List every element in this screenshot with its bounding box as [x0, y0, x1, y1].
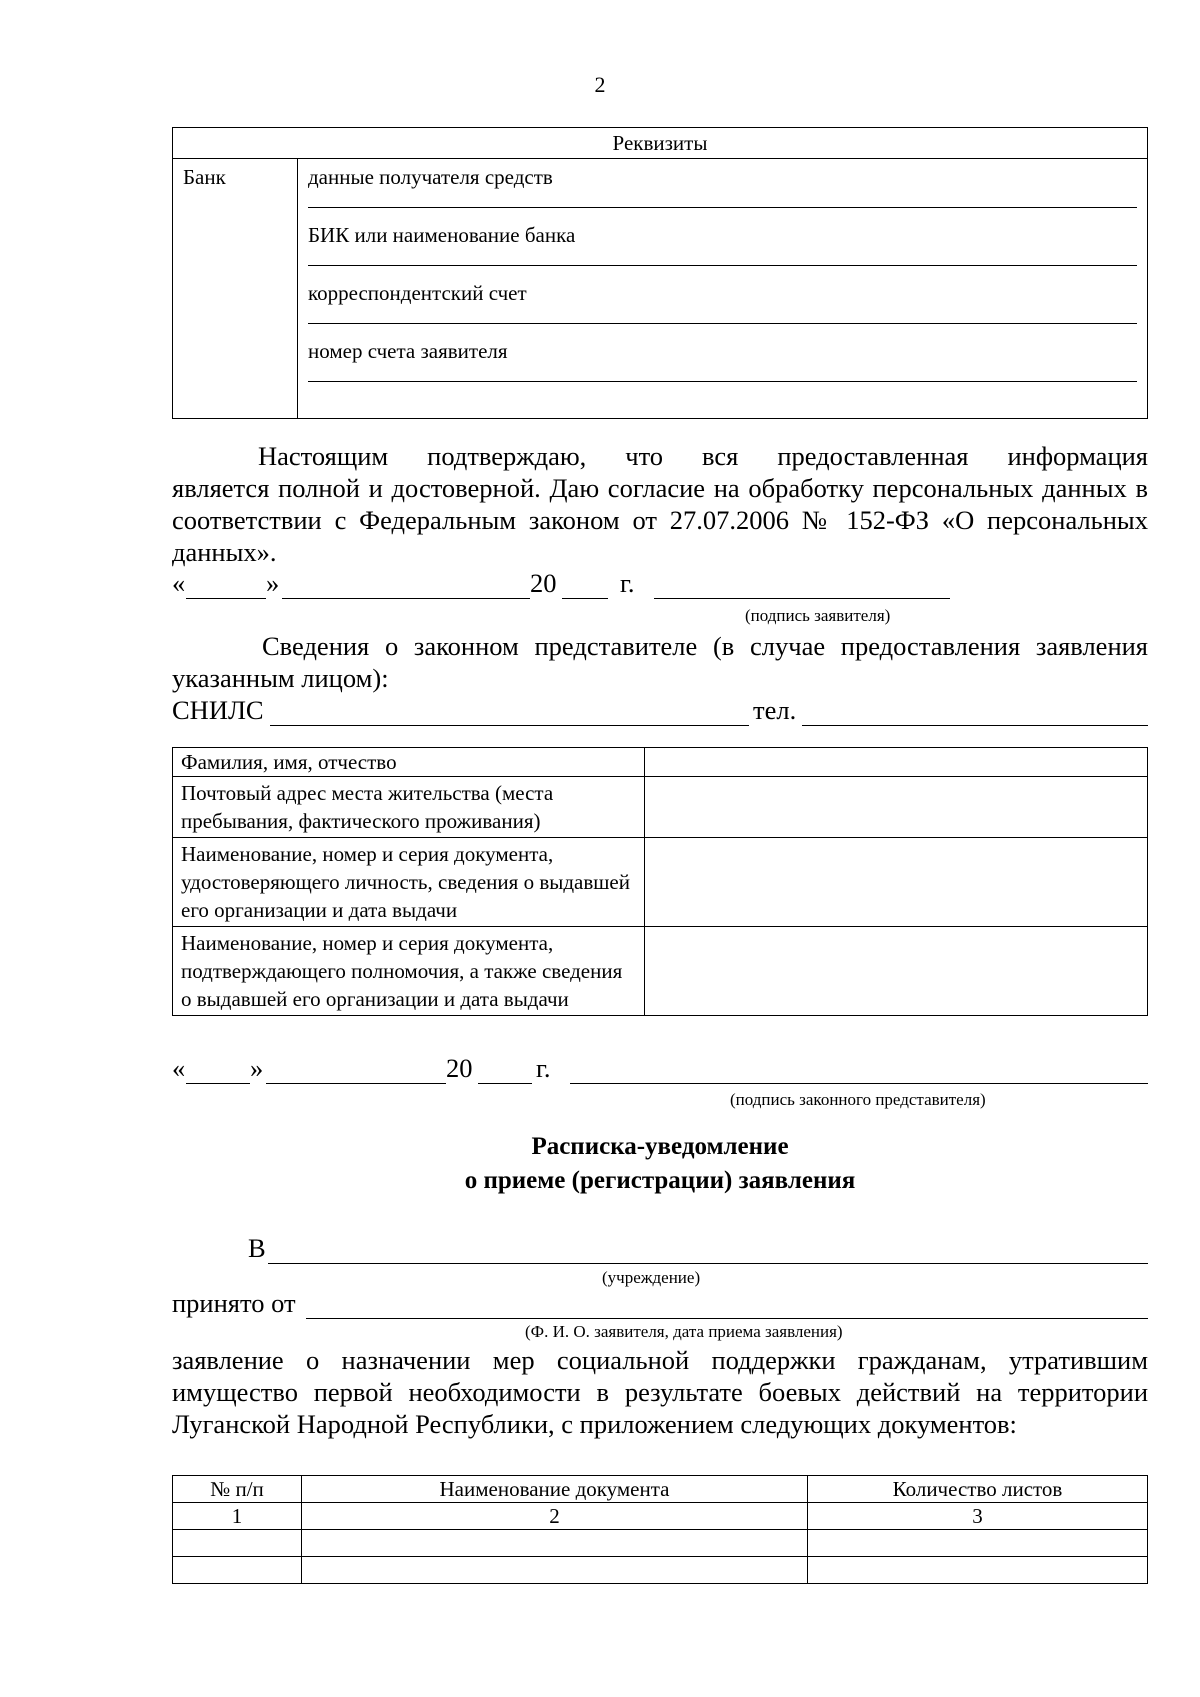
receipt-title-line2: о приеме (регистрации) заявления: [464, 1167, 856, 1194]
row-value-cell[interactable]: [645, 748, 1148, 777]
institution-caption: (учреждение): [602, 1268, 701, 1287]
bank-label: Банк: [173, 159, 298, 419]
documents-table: [172, 1475, 1148, 1584]
fill-line: [308, 381, 1137, 382]
table-cell[interactable]: [173, 1530, 302, 1557]
column-number: 1: [173, 1503, 302, 1530]
applicant-input-line[interactable]: [306, 1318, 1148, 1319]
applicant-date-line: « » 20 г.: [172, 568, 1002, 602]
table-row: [173, 927, 1148, 1016]
year-blank[interactable]: [562, 598, 608, 599]
row-label: Фамилия, имя, отчество: [173, 748, 645, 777]
recipient-data-field[interactable]: [308, 159, 1137, 217]
table-cell[interactable]: [302, 1530, 808, 1557]
row-label: Почтовый адрес места жительства (места пребывания, фактического проживания): [173, 777, 645, 838]
applicant-signature-caption: (подпись заявителя): [745, 606, 891, 625]
table-header-row: [173, 1476, 1148, 1503]
representative-signature-caption: (подпись законного представителя): [730, 1090, 986, 1109]
applicant-signature-line[interactable]: [654, 598, 950, 599]
column-number: 3: [808, 1503, 1148, 1530]
institution-line: [248, 1233, 1148, 1267]
table-row: [173, 1503, 1148, 1530]
correspondent-account-field[interactable]: [308, 275, 1137, 333]
applicant-caption: (Ф. И. О. заявителя, дата приема заявления): [525, 1322, 843, 1341]
column-header: Количество листов: [808, 1476, 1148, 1503]
field-label: данные получателя средств: [308, 165, 553, 189]
table-cell[interactable]: [302, 1557, 808, 1584]
in-label: В: [248, 1233, 266, 1263]
representative-intro-rest: указанным лицом):: [172, 663, 389, 693]
confirmation-text: является полной и достоверной. Даю согласие на обработку персональных данных в соответствии с Федеральным законом от 27.07.2006 № 152-ФЗ «О персональных данных».: [172, 473, 1148, 567]
row-value-cell[interactable]: [645, 777, 1148, 838]
column-header: Наименование документа: [302, 1476, 808, 1503]
table-row: [173, 838, 1148, 927]
requisites-table: [172, 127, 1148, 419]
year-blank[interactable]: [478, 1083, 532, 1084]
institution-input-line[interactable]: [268, 1263, 1148, 1264]
table-row: [173, 777, 1148, 838]
day-blank[interactable]: [186, 598, 266, 599]
fill-line: [308, 207, 1137, 208]
representative-signature-line[interactable]: [570, 1083, 1148, 1084]
month-blank[interactable]: [266, 1083, 446, 1084]
column-number: 2: [302, 1503, 808, 1530]
snils-phone-line: [172, 695, 1148, 729]
field-label: корреспондентский счет: [308, 281, 527, 305]
table-row: [173, 748, 1148, 777]
page-number: 2: [594, 72, 606, 97]
requisites-header: Реквизиты: [173, 128, 1148, 159]
table-cell[interactable]: [173, 1557, 302, 1584]
phone-input-line[interactable]: [802, 725, 1148, 726]
table-row: [173, 1530, 1148, 1557]
fill-line: [308, 323, 1137, 324]
row-value-cell[interactable]: [645, 838, 1148, 927]
applicant-account-field[interactable]: [308, 333, 1137, 391]
month-blank[interactable]: [282, 598, 530, 599]
received-from-label: принято от: [172, 1288, 296, 1318]
column-header: № п/п: [173, 1476, 302, 1503]
field-label: БИК или наименование банка: [308, 223, 576, 247]
row-label: Наименование, номер и серия документа, подтверждающего полномочия, а также сведения о выдавшей его организации и дата выдачи: [173, 927, 645, 1016]
received-from-line: [172, 1288, 1148, 1322]
phone-label: тел.: [753, 695, 797, 725]
bank-fields: [298, 159, 1148, 419]
field-label: номер счета заявителя: [308, 339, 508, 363]
confirmation-first-line: Настоящим подтверждаю, что вся предоставленная информация: [258, 441, 1148, 471]
table-cell[interactable]: [808, 1530, 1148, 1557]
table-cell[interactable]: [808, 1557, 1148, 1584]
row-value-cell[interactable]: [645, 927, 1148, 1016]
representative-intro-first-line: Сведения о законном представителе (в случае предоставления заявления: [262, 631, 1148, 661]
row-label: Наименование, номер и серия документа, удостоверяющего личность, сведения о выдавшей его организации и дата выдачи: [173, 838, 645, 927]
snils-label: СНИЛС: [172, 695, 264, 725]
representative-date-line: « » 20 г.: [172, 1053, 1148, 1087]
snils-input-line[interactable]: [270, 725, 749, 726]
bik-field[interactable]: [308, 217, 1137, 275]
fill-line: [308, 265, 1137, 266]
receipt-title-line1: Расписка-уведомление: [531, 1133, 789, 1160]
representative-table: [172, 747, 1148, 1016]
table-row: [173, 1557, 1148, 1584]
day-blank[interactable]: [186, 1083, 250, 1084]
statement-text: заявление о назначении мер социальной поддержки гражданам, утратившим имущество первой необходимости в результате боевых действий на территории Луганской Народной Республики, с приложением следующих документов:: [172, 1345, 1148, 1439]
